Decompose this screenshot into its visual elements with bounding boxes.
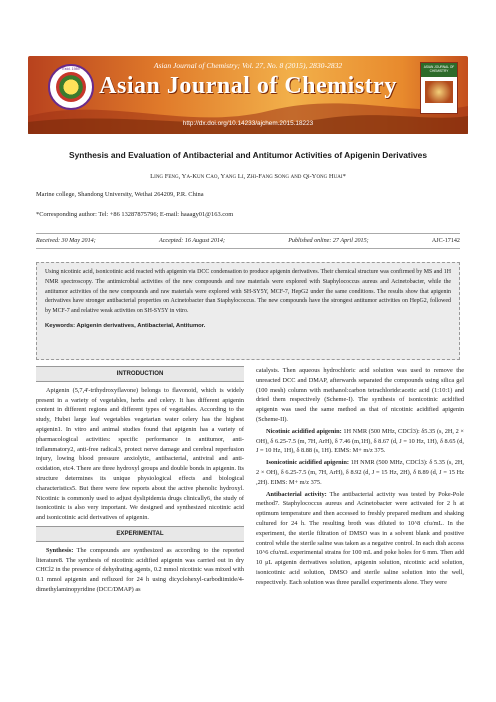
article-title: Synthesis and Evaluation of Antibacterial and Antitumor Activities of Apigenin Derivatives xyxy=(68,150,428,160)
abstract-box xyxy=(36,262,460,360)
journal-seal-logo: Estd. 1989 xyxy=(48,64,94,110)
antibacterial-paragraph: Antibacterial activity: The antibacterial activity was tested by Poke-Pole method7. Staphylococcus aureus and Acinetobacter were activated for 2 h at optimum temperature and then accessed to freshly prepared medium and shaking cultured for 24 h. The resulting broth was diluted to 10^8 cfu/mL. In the experiment, the sterile filtration of DMSO was in a solvent blank and positive control while the sterile saline was taken as a negative control. In each dish access 10^6 cfu/mL experimental strains for 100 mL and poke holes for 6 mm. Then add 10 μL apigenin derivatives solution, apigenin solution, nicotinic acid solution, isonicotinic acid solution, DMSO and sterile saline solution into the well, respectively. Each solution was three parallel experiments alone. They were xyxy=(256,490,465,586)
article-code: AJC-17142 xyxy=(431,238,460,244)
section-heading-introduction: INTRODUCTION xyxy=(36,366,244,382)
abstract-text: Using nicotinic acid, isonicotinic acid reacted with apigenin via DCC condensation to produce apigenin derivatives. Their chemical structure was confirmed by MS and 1H NMR spectroscopy. The antimicrobial activities of the new compounds and raw materials were explored with Staphylococcus aureus and Acinetobacter, while the antitumor activities of the new compounds and raw materials were explored with SH-SY5Y, MCF-7, HepG2 under the same conditions. The results show that apigenin derivatives have stronger antibacterial properties on Acinetobacter than Staphylococcus. The new compounds have the strongest antitumor activities on HepG2, followed by MCF-7 and relative weak activities on SH-SY5Y in vitro. xyxy=(45,269,451,315)
accepted-date: Accepted: 16 August 2014; xyxy=(158,238,225,244)
journal-citation-line: Asian Journal of Chemistry; Vol. 27, No. 8 (2015), 2830-2832 xyxy=(153,61,343,70)
journal-cover-thumbnail: ASIAN JOURNAL OF CHEMISTRY xyxy=(420,62,458,114)
author-list: Ling Feng, Ya-Kun Cao, Yang Li, Zhi-Fang Song and Qi-Yong Huai* xyxy=(150,173,346,180)
introduction-paragraph: Apigenin (5,7,4'-trihydroxyflavone) belongs to flavonoid, which is widely present in a variety of vegetables, herbs and celery. It has different apigenin content in different regions and different types of vegetables. According to the study, Hubei large leaf vegetables vegetarian water celery has the highest apigenin1. In vitro and animal studies found that apigenin has a variety of pharmacological activities: specific performance in antitumor, anti-inflammatory2, anti-free radical3, protect nerve damage and cerebral reperfusion injury, lowing blood pressure anxiolytic, antibacterial, antiviral and anti-oxidation, etc4. There are three hydroxyl groups and double bonds in apigenin. Its structure determines its unique physiological effects and biological characteristics5. But there were few reports about the active phenolic hydroxyl. Nicotinic is commonly used to adjust dyslipidemia drugs clinically6, the study of isonicotinic is also very important. We designed and synthesized nicotinic acid and isonicotinic acid derivatives of apigenin. xyxy=(36,386,244,522)
doi-link[interactable]: http://dx.doi.org/10.14233/ajchem.2015.18223 xyxy=(182,120,314,127)
isonicotinic-nmr-paragraph: Isonicotinic acidified apigenin: 1H NMR (500 MHz, CDCl3): δ 5.35 (s, 2H, 2 × OH), δ 6.25-7.5 (m, 7H, ArH), δ 8.92 (d, J = 15 Hz, 2H), δ 8.89 (d, J = 15 Hz ,2H). EIMS: M+ m/z 375. xyxy=(256,459,464,486)
right-column xyxy=(256,366,464,590)
section-heading-experimental: EXPERIMENTAL xyxy=(36,526,244,542)
received-date: Received: 30 May 2014; xyxy=(36,238,96,244)
journal-title: Asian Journal of Chemistry xyxy=(99,73,397,99)
synthesis-paragraph: Synthesis: The compounds are synthesized as according to the reported literature8. The synthesis of nicotinic acidified apigenin was carried out in dry CHCl2 in the presence of dehydrating agents, 0.2 mmol nicotinic was mixed with 0.1 mmol apigenin and refluxed for 24 h using dicyclohexyl-carbodiimide/4-dimethylaminopyridine (DCC/DMAP) as xyxy=(36,546,244,593)
catalysts-paragraph: catalysts. Then aqueous hydrochloric acid solution was used to remove the unreacted DCC and DMAP, afterwards separated the compounds using silica gel (100 mesh) column with methanol:carbon tetrachloride:acetic acid (1:10:1) and dried them respectively (Scheme-I). The synthesis of isonicotinic acidified apigenin was used the same method as that of nicotinic acidified apigenin (Scheme-II). xyxy=(256,367,464,423)
publication-dates xyxy=(36,233,460,249)
keywords: Keywords: Apigenin derivatives, Antibacterial, Antitumor. xyxy=(45,322,206,329)
journal-banner xyxy=(28,56,468,134)
left-column xyxy=(36,366,244,597)
affiliation: Marine college, Shandong University, Weihai 264209, P.R. China xyxy=(36,191,204,198)
published-date: Published online: 27 April 2015; xyxy=(288,238,369,244)
corresponding-author: *Corresponding author: Tel: +86 13287875796; E-mail: haaagy01@163.com xyxy=(36,211,234,218)
nicotinic-nmr-paragraph: Nicotinic acidified apigenin: 1H NMR (500 MHz, CDCl3): δ5.35 (s, 2H, 2 × OH), δ 6.25-7.5 (m, 7H, ArH), δ 7.46 (m,1H), δ 8.67 (d, J = 10 Hz, 1H), δ 8.65 (d, J = 10 Hz, 1H), δ 8.88 (s, 1H). EIMS: M+ m/z 375. xyxy=(256,427,464,455)
